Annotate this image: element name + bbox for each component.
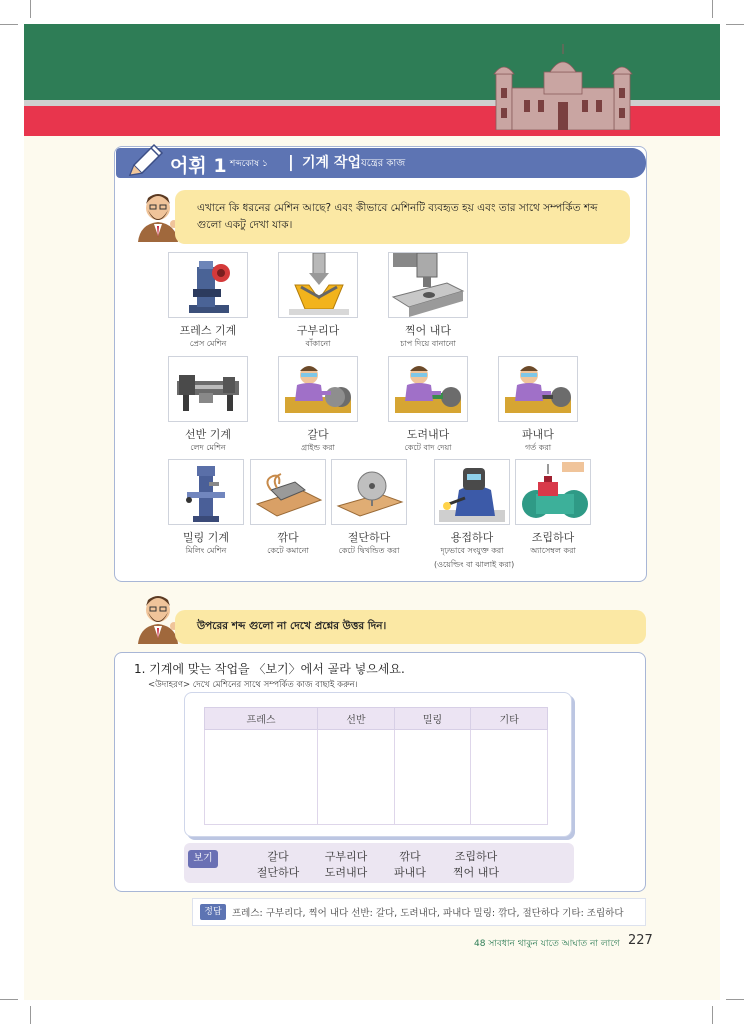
vocab-word-bn: অ্যাসেম্বল করা (530, 546, 576, 555)
section-subtitle: 기계 작업 (302, 155, 361, 171)
word-bank-item: 조립하다 (454, 850, 498, 863)
crop-mark (30, 1006, 31, 1024)
answer-label: 정답 (200, 904, 226, 920)
page-number: 227 (628, 933, 653, 948)
title-separator: | (288, 152, 294, 171)
crop-mark (0, 999, 18, 1000)
drilling-worker-icon (499, 357, 577, 421)
milling-machine-icon (169, 460, 243, 524)
section-subtitle-bangla: যন্ত্রের কাজ (361, 158, 406, 169)
lathe-machine-icon (169, 357, 247, 421)
instruction-speech-bubble: উপরের শব্দ গুলো না দেখে প্রশ্নের উত্তর দিন। (175, 610, 646, 644)
vocab-word-bn: লেদ মেশিন (190, 443, 226, 452)
vocab-item-cutting-out (388, 356, 468, 454)
word-bank-item: 깎다 (399, 850, 421, 863)
word-bank-item: 파내다 (394, 866, 426, 879)
vocab-word-kr: 깎다 (277, 531, 299, 544)
table-header: 밀링 (394, 708, 471, 730)
vocab-word-bn: চাপ দিয়ে বানানো (400, 339, 456, 348)
word-bank-item: 갈다 (267, 850, 289, 863)
vocab-word-kr: 밀링 기계 (182, 531, 229, 544)
vocab-item-milling-machine (168, 459, 244, 557)
table-header: 기타 (471, 708, 548, 730)
vocab-word-kr: 프레스 기계 (179, 324, 237, 337)
vocab-item-stamping (388, 252, 468, 350)
vocab-word-kr: 찍어 내다 (404, 324, 451, 337)
vocab-item-assembling (515, 459, 591, 557)
answer-cell[interactable] (205, 730, 318, 825)
table-header: 프레스 (205, 708, 318, 730)
classification-table (204, 707, 548, 825)
answer-cell[interactable] (471, 730, 548, 825)
welding-worker-icon (435, 460, 509, 524)
vocab-item-press-machine (168, 252, 248, 350)
vocab-word-bn: গর্ত করা (524, 443, 552, 452)
vocab-item-bending (278, 252, 358, 350)
crop-mark (726, 24, 744, 25)
vocab-word-kr: 파내다 (522, 428, 554, 441)
bending-icon (279, 253, 357, 317)
word-bank-item: 찍어 내다 (452, 866, 499, 879)
intro-speech-bubble: এখানে কি ধরনের মেশিন আছে? এবং কীভাবে মেশিনটি ব্যবহৃত হয় এবং তার সাথে সম্পর্কিত শব্দ গুলো একটু দেখা যাক। (175, 190, 630, 244)
vocab-word-bn: বাঁকানো (305, 339, 331, 348)
word-bank-item: 절단하다 (256, 866, 300, 879)
vocab-word-kr: 선반 기계 (184, 428, 231, 441)
vocab-word-kr: 조립하다 (531, 531, 575, 544)
vocab-word-kr: 구부리다 (296, 324, 340, 337)
answer-cell[interactable] (394, 730, 471, 825)
vocab-word-bn: কেটে দ্বিখন্ডিত করা (338, 546, 400, 555)
pencil-icon (124, 143, 164, 179)
word-bank (184, 843, 574, 883)
crop-mark (726, 999, 744, 1000)
vocab-word-bn: দৃঢ়ভাবে সংযুক্ত করা (440, 546, 504, 555)
page-title-bangla: শব্দকোষ ১ (230, 159, 268, 169)
vocab-word-kr: 절단하다 (347, 531, 391, 544)
shaving-wood-icon (251, 460, 325, 524)
table-header: 선반 (318, 708, 395, 730)
vocab-item-cutting (331, 459, 407, 557)
vocab-item-digging-out (498, 356, 578, 454)
page-title: 어휘 1 (170, 155, 227, 177)
crop-mark (712, 0, 713, 18)
answer-cell[interactable] (318, 730, 395, 825)
crop-mark (30, 0, 31, 18)
crop-mark (712, 1006, 713, 1024)
answer-text: 프레스: 구부리다, 찍어 내다 선반: 갈다, 도려내다, 파내다 밀링: 깎다, 절단하다 기타: 조립하다 (232, 908, 624, 919)
vocab-word-bn: প্রেস মেশিন (189, 339, 227, 348)
vocab-item-lathe-machine (168, 356, 248, 454)
vocab-word-kr: 갈다 (307, 428, 329, 441)
vocab-word-bn: কেটে কমানো (267, 546, 309, 555)
question-text: 1. 기계에 맞는 작업을 〈보기〉에서 골라 넣으세요. (134, 662, 405, 676)
press-machine-icon (169, 253, 247, 317)
lalbagh-fort-illustration (488, 44, 638, 130)
saw-cutting-icon (332, 460, 406, 524)
vocab-item-shaving (250, 459, 326, 557)
word-bank-label: 보기 (188, 850, 218, 868)
question-subtext: <উদাহরণ> দেখে মেশিনের সাথে সম্পর্কিত কাজ বাছাই করুন। (148, 680, 358, 690)
vocab-word-bn: কেটে বাদ দেয়া (404, 443, 452, 452)
vocab-word-bn-note: (ওয়েল্ডিং বা ঝালাই করা) (434, 560, 515, 569)
vocab-item-grinding (278, 356, 358, 454)
word-bank-item: 도려내다 (324, 866, 368, 879)
assembling-icon (516, 460, 590, 524)
grinding-worker-icon (279, 357, 357, 421)
vocab-item-welding (434, 459, 515, 571)
word-bank-item: 구부리다 (324, 850, 368, 863)
vocab-word-bn: গ্রাইন্ড করা (301, 443, 335, 452)
vocab-word-bn: মিলিং মেশিন (185, 546, 227, 555)
vocab-word-kr: 도려내다 (406, 428, 450, 441)
stamping-icon (389, 253, 467, 317)
vocab-word-kr: 용접하다 (450, 531, 494, 544)
crop-mark (0, 24, 18, 25)
footer-chapter: 48 সাবধান থাকুন যাতে আঘাত না লাগে (474, 939, 620, 949)
cutting-worker-icon (389, 357, 467, 421)
